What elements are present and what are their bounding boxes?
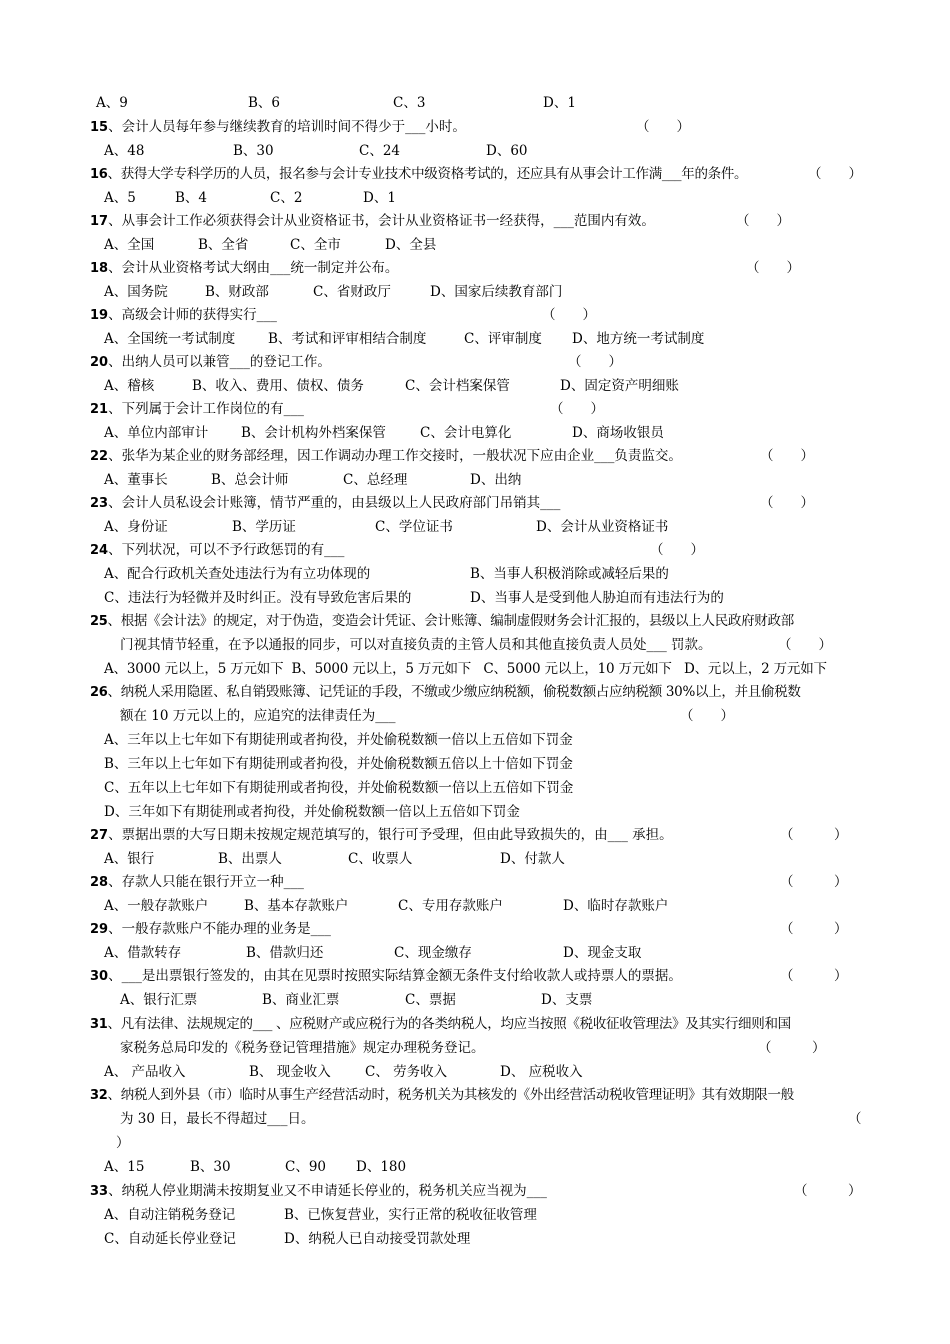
q33-question [90,1182,547,1201]
q33-text: 、纳税人停业期满未按期复业又不申请延长停业的，税务机关应当视为___ [108,1183,547,1199]
q28-option-d[interactable]: D、临时存款账户 [563,898,669,914]
q26-option-a[interactable]: A、三年以上七年如下有期徒刑或者拘役，并处偷税数额一倍以上五倍如下罚金 [104,732,573,748]
q17-text: 、从事会计工作必须获得会计从业资格证书，会计从业资格证书一经获得，___范围内有效。 [108,213,655,229]
q27-option-d[interactable]: D、付款人 [500,851,565,867]
q19-option-c[interactable]: C、评审制度 [464,331,542,347]
q25-question-line1 [90,612,794,631]
q24-question [90,541,344,560]
q17-answer-blank[interactable]: （ ） [736,213,790,229]
q28-question [90,873,304,892]
q29-number: 29 [90,922,109,937]
q33-answer-blank[interactable]: （ ） [794,1183,862,1199]
q28-option-a[interactable]: A、一般存款账户 [104,898,209,914]
q30-option-a[interactable]: A、银行汇票 [120,992,198,1008]
q18-answer-blank[interactable]: （ ） [746,260,800,276]
q19-option-b[interactable]: B、考试和评审相结合制度 [268,331,427,347]
q19-option-a[interactable]: A、全国统一考试制度 [104,331,236,347]
q25-text-line1: 、根据《会计法》的规定，对于伪造，变造会计凭证、会计账簿、编制虚假财务会计汇报的，县级以上人民政府财政部 [107,613,794,629]
q17-option-d[interactable]: D、全县 [385,237,437,253]
q21-text: 、下列属于会计工作岗位的有___ [108,401,304,417]
q21-answer-blank[interactable]: （ ） [550,401,604,417]
q27-number: 27 [90,828,109,843]
q14-option-d[interactable]: D、1 [543,95,576,111]
q17-number: 17 [90,214,109,229]
q21-number: 21 [90,402,109,417]
q33-number: 33 [90,1184,109,1199]
q18-option-a[interactable]: A、国务院 [104,284,168,300]
q27-option-b[interactable]: B、出票人 [218,851,282,867]
q20-option-c[interactable]: C、会计档案保管 [405,378,510,394]
q15-option-a[interactable]: A、48 [104,143,145,159]
q26-question-line1 [90,683,801,702]
q25-text-line2: 门视其情节轻重，在予以通报的同步，可以对直接负责的主管人员和其他直接负责人员处___ 罚款。 [120,637,712,653]
q31-option-d[interactable]: D、 应税收入 [500,1064,583,1080]
q17-option-a[interactable]: A、全国 [104,237,155,253]
q24-text: 、下列状况，可以不予行政惩罚的有___ [108,542,345,558]
q16-option-c[interactable]: C、2 [270,190,303,206]
q26-answer-blank[interactable]: （ ） [680,708,734,724]
q26-option-d[interactable]: D、三年如下有期徒刑或者拘役，并处偷税数额一倍以上五倍如下罚金 [104,804,520,820]
q16-question [90,165,747,184]
q19-answer-blank[interactable]: （ ） [542,307,596,323]
q29-option-b[interactable]: B、借款归还 [246,945,324,961]
q19-text: 、高级会计师的获得实行___ [108,307,277,323]
q20-answer-blank[interactable]: （ ） [568,354,622,370]
q29-question [90,920,331,939]
q18-option-b[interactable]: B、财政部 [205,284,269,300]
q29-answer-blank[interactable]: （ ） [780,921,848,937]
q16-answer-blank[interactable]: （ ） [808,166,862,182]
q32-answer-blank-open[interactable]: （ [848,1111,862,1127]
q29-option-c[interactable]: C、现金缴存 [394,945,472,961]
q21-question [90,400,304,419]
q22-option-d[interactable]: D、出纳 [470,472,522,488]
q24-option-d[interactable]: D、当事人是受到他人胁迫而有违法行为的 [470,590,724,606]
q27-option-c[interactable]: C、收票人 [348,851,413,867]
q22-option-c[interactable]: C、总经理 [343,472,408,488]
q28-text: 、存款人只能在银行开立一种___ [108,874,304,890]
q16-number: 16 [90,167,108,182]
q33-option-b[interactable]: B、已恢复营业，实行正常的税收征收管理 [284,1207,537,1223]
q16-text: 、获得大学专科学历的人员，报名参与会计专业技术中级资格考试的，还应具有从事会计工作满___年的条件。 [107,166,748,182]
q21-option-d[interactable]: D、商场收银员 [572,425,664,441]
q24-number: 24 [90,543,109,558]
q28-option-b[interactable]: B、基本存款账户 [244,898,349,914]
q23-question [90,494,560,513]
q16-option-b[interactable]: B、4 [175,190,208,206]
q30-question [90,967,682,986]
q29-option-d[interactable]: D、现金支取 [563,945,642,961]
q31-text-line1: 、凡有法律、法规规定的___ 、应税财产或应税行为的各类纳税人，均应当按照《税收征收管理法》及其实行细则和国 [107,1016,791,1032]
q20-option-b[interactable]: B、收入、费用、债权、债务 [192,378,364,394]
q22-answer-blank[interactable]: （ ） [760,448,814,464]
q32-option-a[interactable]: A、15 [104,1159,145,1175]
q27-answer-blank[interactable]: （ ） [780,827,848,843]
q24-answer-blank[interactable]: （ ） [650,542,704,558]
q22-question [90,447,682,466]
q23-option-d[interactable]: D、会计从业资格证书 [536,519,669,535]
q19-question [90,306,277,325]
q20-option-a[interactable]: A、稽核 [104,378,155,394]
q15-option-b[interactable]: B、30 [233,143,274,159]
q17-question [90,212,655,231]
q18-text: 、会计从业资格考试大纲由___统一制定并公布。 [108,260,399,276]
q32-text-line2: 为 30 日，最长不得超过___日。 [120,1111,315,1127]
q29-text: 、一般存款账户不能办理的业务是___ [108,921,331,937]
q32-answer-blank-close: ） [116,1135,130,1151]
q14-option-a[interactable]: A、9 [96,95,128,111]
q32-text-line1: 、纳税人到外县（市）临时从事生产经营活动时，税务机关为其核发的《外出经营活动税收管理证明》其有效期限一般 [107,1087,794,1103]
q22-option-b[interactable]: B、总会计师 [211,472,289,488]
q24-option-c[interactable]: C、违法行为轻微并及时纠正。没有导致危害后果的 [104,590,412,606]
q30-option-c[interactable]: C、票据 [405,992,456,1008]
q27-option-a[interactable]: A、银行 [104,851,155,867]
q29-option-a[interactable]: A、借款转存 [104,945,182,961]
q22-text: 、张华为某企业的财务部经理，因工作调动办理工作交接时，一般状况下应由企业___负责监交。 [108,448,682,464]
q32-option-b[interactable]: B、30 [190,1159,231,1175]
q20-number: 20 [90,355,109,370]
q32-option-c[interactable]: C、90 [285,1159,327,1175]
q15-number: 15 [90,120,109,135]
q15-option-d[interactable]: D、60 [486,143,528,159]
q20-text: 、出纳人员可以兼管___的登记工作。 [108,354,331,370]
q17-option-b[interactable]: B、全省 [198,237,249,253]
q26-option-b[interactable]: B、三年以上七年如下有期徒刑或者拘役，并处偷税数额五倍以上十倍如下罚金 [104,756,573,772]
q23-option-c[interactable]: C、学位证书 [375,519,453,535]
q31-option-a[interactable]: A、 产品收入 [104,1064,186,1080]
q26-number: 26 [90,685,108,700]
q25-number: 25 [90,614,108,629]
q33-option-a[interactable]: A、自动注销税务登记 [104,1207,236,1223]
q27-question [90,826,673,845]
q31-number: 31 [90,1017,108,1032]
q26-text-line2: 额在 10 万元以上的，应追究的法律责任为___ [120,708,396,724]
q28-number: 28 [90,875,109,890]
q19-number: 19 [90,308,109,323]
q33-option-d[interactable]: D、纳税人已自动接受罚款处理 [284,1231,471,1247]
q18-number: 18 [90,261,109,276]
q21-option-c[interactable]: C、会计电算化 [420,425,512,441]
q23-option-a[interactable]: A、身份证 [104,519,168,535]
q31-text-line2: 家税务总局印发的《税务登记管理措施》规定办理税务登记。 [120,1040,485,1056]
q30-option-b[interactable]: B、商业汇票 [262,992,340,1008]
q20-question [90,353,331,372]
q23-text: 、会计人员私设会计账簿，情节严重的，由县级以上人民政府部门吊销其___ [108,495,561,511]
q16-option-a[interactable]: A、5 [104,190,136,206]
q24-option-a[interactable]: A、配合行政机关查处违法行为有立功体现的 [104,566,371,582]
q21-option-a[interactable]: A、单位内部审计 [104,425,209,441]
q30-answer-blank[interactable]: （ ） [780,968,848,984]
q20-option-d[interactable]: D、固定资产明细账 [560,378,679,394]
q33-option-c[interactable]: C、自动延长停业登记 [104,1231,236,1247]
q24-option-b[interactable]: B、当事人积极消除或减轻后果的 [470,566,669,582]
q15-answer-blank[interactable]: （ ） [636,119,690,135]
q25-answer-blank[interactable]: （ ） [778,637,832,653]
q15-question [90,118,466,137]
q25-options[interactable]: A、3000 元以上，5 万元如下 B、5000 元以上，5 万元如下 C、5000 元以上，10 万元如下 D、元以上，2 万元如下 [104,661,827,677]
q32-question-line1 [90,1086,794,1105]
q23-option-b[interactable]: B、学历证 [232,519,296,535]
q27-text: 、票据出票的大写日期未按规定规范填写的，银行可予受理，但由此导致损失的，由___ 承担。 [108,827,673,843]
q28-option-c[interactable]: C、专用存款账户 [398,898,503,914]
q31-question-line1 [90,1015,791,1034]
q31-option-b[interactable]: B、 现金收入 [249,1064,331,1080]
q18-option-d[interactable]: D、国家后续教育部门 [430,284,563,300]
q32-number: 32 [90,1088,108,1103]
q15-text: 、会计人员每年参与继续教育的培训时间不得少于___小时。 [108,119,466,135]
q26-text-line1: 、纳税人采用隐匿、私自销毁账簿、记凭证的手段，不缴或少缴应纳税额，偷税数额占应纳税额 30%以上，并且偷税数 [107,684,801,700]
q18-question [90,259,398,278]
q22-option-a[interactable]: A、董事长 [104,472,168,488]
q31-answer-blank[interactable]: （ ） [758,1040,826,1056]
q15-option-c[interactable]: C、24 [359,143,401,159]
q23-number: 23 [90,496,109,511]
q22-number: 22 [90,449,109,464]
q18-option-c[interactable]: C、省财政厅 [313,284,391,300]
q30-text: 、___是出票银行签发的，由其在见票时按照实际结算金额无条件支付给收款人或持票人的票据。 [108,968,682,984]
q31-option-c[interactable]: C、 劳务收入 [365,1064,448,1080]
q19-option-d[interactable]: D、地方统一考试制度 [572,331,705,347]
q16-option-d[interactable]: D、1 [363,190,396,206]
q28-answer-blank[interactable]: （ ） [780,874,848,890]
q14-option-c[interactable]: C、3 [393,95,426,111]
q30-number: 30 [90,969,109,984]
q23-answer-blank[interactable]: （ ） [760,495,814,511]
q26-option-c[interactable]: C、五年以上七年如下有期徒刑或者拘役，并处偷税数额一倍以上五倍如下罚金 [104,780,574,796]
q14-option-b[interactable]: B、6 [248,95,281,111]
q32-option-d[interactable]: D、180 [356,1159,407,1175]
q17-option-c[interactable]: C、全市 [290,237,341,253]
q30-option-d[interactable]: D、支票 [541,992,593,1008]
q21-option-b[interactable]: B、会计机构外档案保管 [241,425,386,441]
